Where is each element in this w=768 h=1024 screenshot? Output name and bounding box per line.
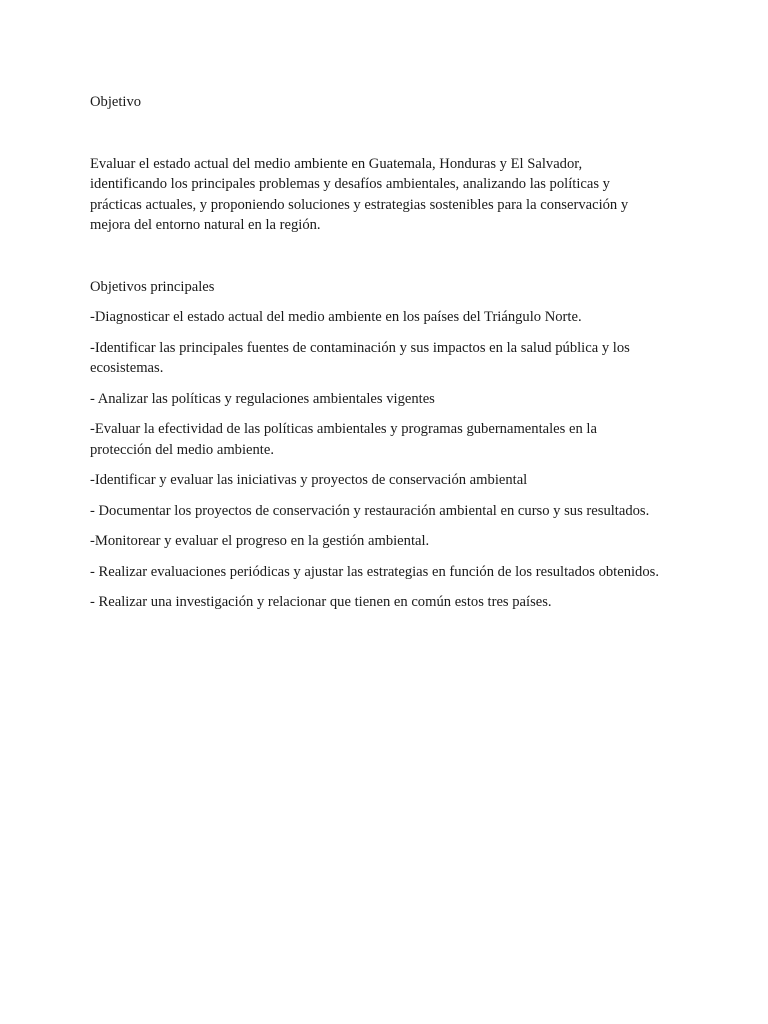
- objective-line: -Identificar y evaluar las iniciativas y proyectos de conservación ambiental: [90, 472, 528, 488]
- objective-line: -Evaluar la efectividad de las políticas ambientales y programas gubernamentales en la: [90, 421, 597, 437]
- objective-line: -Diagnosticar el estado actual del medio ambiente en los países del Triángulo Norte.: [90, 309, 582, 325]
- objective-line: - Realizar una investigación y relacionar que tienen en común estos tres países.: [90, 594, 552, 610]
- objective-line: - Realizar evaluaciones periódicas y ajustar las estrategias en función de los resultados obtenidos.: [90, 563, 659, 580]
- objective-line: ecosistemas.: [90, 360, 164, 376]
- objective-item: [90, 419, 690, 460]
- objective-item: [90, 389, 690, 410]
- objectives-list: [90, 307, 690, 613]
- document-content: [90, 92, 690, 613]
- section-title: Objetivos principales: [90, 278, 215, 295]
- objective-item: [90, 501, 690, 522]
- intro-line: identificando los principales problemas y desafíos ambientales, analizando las políticas y: [90, 176, 610, 192]
- document-heading: Objetivo: [90, 94, 142, 110]
- objective-item: [90, 531, 690, 552]
- objective-line: -Identificar las principales fuentes de contaminación y sus impactos en la salud pública y los: [90, 339, 630, 356]
- objective-line: - Documentar los proyectos de conservación y restauración ambiental en curso y sus resultados.: [90, 502, 650, 519]
- objective-line: protección del medio ambiente.: [90, 441, 274, 458]
- objective-line: -Monitorear y evaluar el progreso en la gestión ambiental.: [90, 533, 430, 549]
- intro-line: mejora del entorno natural en la región.: [90, 217, 321, 233]
- intro-paragraph: [90, 154, 690, 236]
- intro-line: prácticas actuales, y proponiendo soluciones y estrategias sostenibles para la conservación y: [90, 196, 629, 213]
- objective-item: [90, 562, 690, 583]
- intro-line: Evaluar el estado actual del medio ambiente en Guatemala, Honduras y El Salvador,: [90, 155, 583, 172]
- objective-item: [90, 338, 690, 379]
- objective-item: [90, 470, 690, 491]
- objective-line: - Analizar las políticas y regulaciones ambientales vigentes: [90, 390, 435, 407]
- objective-item: [90, 307, 690, 328]
- objective-item: [90, 592, 690, 613]
